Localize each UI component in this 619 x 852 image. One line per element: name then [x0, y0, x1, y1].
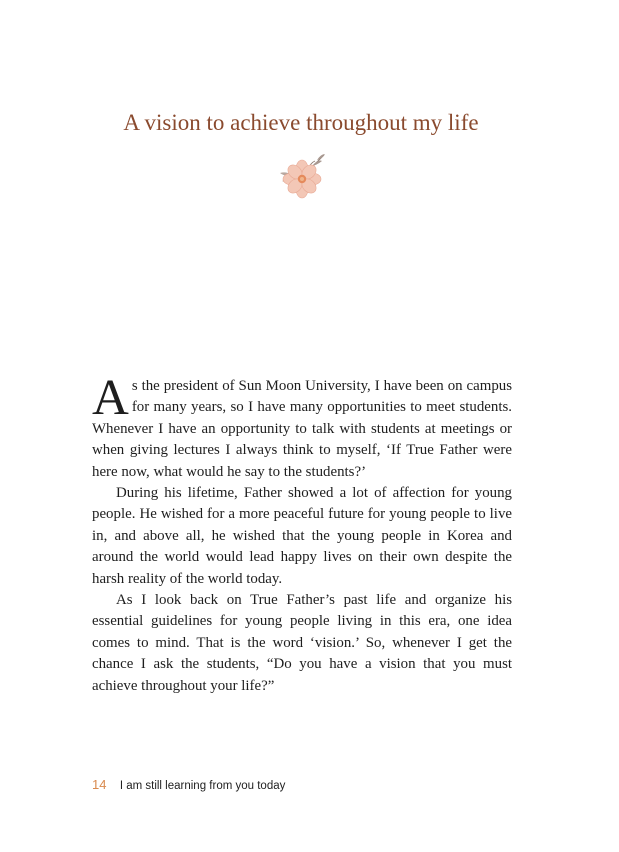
body-text	[92, 370, 512, 697]
page-footer	[92, 777, 285, 792]
chapter-title: A vision to achieve throughout my life	[123, 110, 479, 135]
paragraph-3: As I look back on True Father’s past life and organize his essential guidelines for young people living in this era, one idea comes to mind. That is the word ‘vision.’ So, whenever I get the chance I ask the students, “Do you have a vision that you must achieve throughout your life?”	[92, 592, 512, 694]
flower-ornament-icon	[272, 151, 328, 203]
paragraph-1	[92, 370, 512, 483]
page-number: 14	[92, 777, 107, 792]
running-title: I am still learning from you today	[119, 780, 286, 792]
paragraph-2: During his lifetime, Father showed a lot of affection for young people. He wished for a more peaceful future for young people to live in, and above all, he wished that the young people in Korea and around the world would lead happy lives on their own despite the harsh reality of the world today.	[92, 485, 512, 587]
paragraph-1-text: s the president of Sun Moon University, I have been on campus for many years, so I have many opportunities to meet students. Whenever I have an opportunity to talk with students at meetings or when giving lectures I always think to myself, ‘If True Father were here now, what would he say to the students?’	[92, 378, 512, 480]
drop-cap: A	[92, 370, 129, 426]
